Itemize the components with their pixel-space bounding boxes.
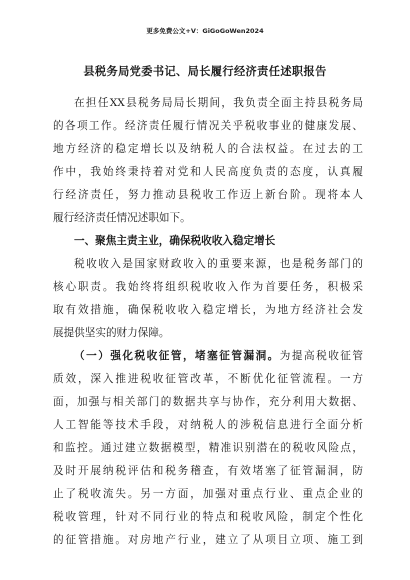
body-line: 质效，深入推进税收征管改革，不断优化征管流程。一方 <box>53 373 363 385</box>
body-line: 人工智能等技术手段，对纳税人的涉税信息进行全面分析 <box>53 419 363 431</box>
subsection-first-line <box>74 345 363 368</box>
body-line: 履行经济责任情况述职如下。 <box>53 212 191 224</box>
body-line: 核心职责。我始终将组织税收收入作为首要任务，积极采 <box>53 281 363 293</box>
header-note: 更多免费公文+V：GiGoGoWen2024 <box>146 27 264 35</box>
body-line: 止了税收流失。另一方面，加强对重点行业、重点企业的 <box>53 488 363 500</box>
body-line: 取有效措施，确保税收收入稳定增长，为地方经济社会发 <box>53 304 363 316</box>
body-line: 行经济责任，努力推动县税收工作迈上新台阶。现将本人 <box>53 189 363 201</box>
document-title: 县税务局党委书记、局长履行经济责任述职报告 <box>83 64 327 78</box>
body-line: 税收收入是国家财政收入的重要来源，也是税务部门的 <box>74 258 363 270</box>
body-line: 税收管理，针对不同行业的特点和税收风险，制定个性化 <box>53 511 363 523</box>
body-line: 面，加强与相关部门的数据共享与协作，充分利用大数据、 <box>53 396 363 408</box>
subsection-heading: （一）强化税收征管，堵塞征管漏洞。 <box>74 350 280 362</box>
body-text: 为提高税收征管 <box>279 350 364 362</box>
body-line: 及时开展纳税评估和税务稽查，有效堵塞了征管漏洞，防 <box>53 465 363 477</box>
body-line: 在担任XX县税务局局长期间，我负责全面主持县税务局 <box>74 97 363 109</box>
body-line: 的征管措施。对房地产行业，建立了从项目立项、施工到 <box>53 534 363 546</box>
body-line: 和监控。通过建立数据模型，精准识别潜在的税收风险点， <box>53 442 363 454</box>
body-line: 地方经济的稳定增长以及纳税人的合法权益。在过去的工 <box>53 143 363 155</box>
body-line: 作中，我始终秉持着对党和人民高度负责的态度，认真履 <box>53 166 363 178</box>
body-line: 展提供坚实的财力保障。 <box>53 327 170 339</box>
body-line: 的各项工作。经济责任履行情况关乎税收事业的健康发展、 <box>53 120 363 132</box>
section-heading: 一、聚焦主责主业，确保税收收入稳定增长 <box>74 235 276 247</box>
